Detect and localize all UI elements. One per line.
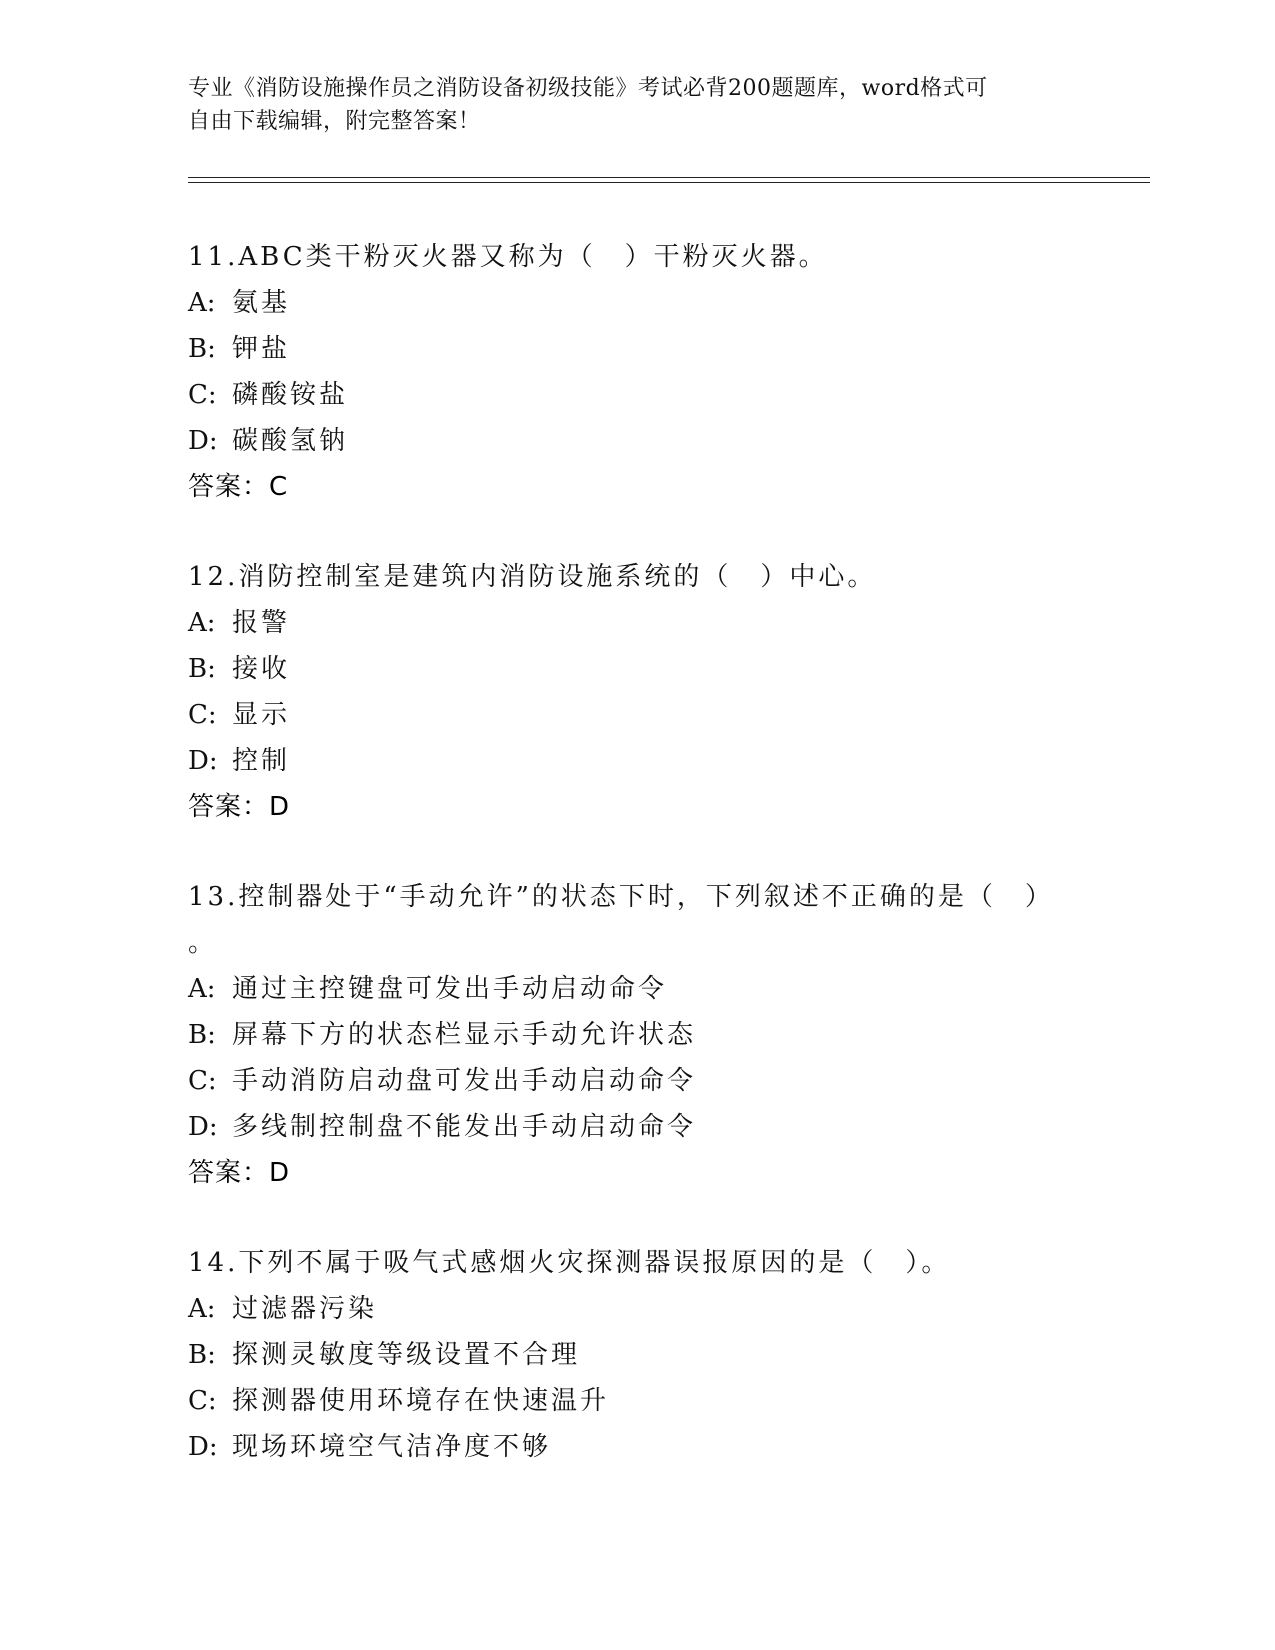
- option-letter: D:: [188, 426, 218, 456]
- option-b: [188, 646, 1088, 692]
- option-letter: A:: [188, 1294, 216, 1324]
- option-text: 氨基: [232, 288, 291, 318]
- option-letter: C:: [188, 1386, 217, 1416]
- header-divider-bottom: [188, 182, 1150, 183]
- question-stem: 14.下列不属于吸气式感烟火灾探测器误报原因的是（ ）。: [188, 1248, 951, 1278]
- option-a: [188, 966, 1088, 1012]
- option-text: 屏幕下方的状态栏显示手动允许状态: [232, 1020, 697, 1050]
- option-text: 接收: [232, 654, 291, 684]
- option-text: 碳酸氢钠: [232, 426, 349, 456]
- option-letter: B:: [188, 334, 216, 364]
- option-letter: A:: [188, 288, 216, 318]
- option-text: 过滤器污染: [232, 1294, 378, 1324]
- option-c: [188, 372, 1088, 418]
- answer-line: 答案：D: [188, 792, 291, 822]
- option-d: [188, 1424, 1088, 1470]
- option-c: [188, 692, 1088, 738]
- option-letter: C:: [188, 700, 217, 730]
- option-b: [188, 1332, 1088, 1378]
- answer-line: 答案：D: [188, 1158, 291, 1188]
- option-text: 显示: [232, 700, 291, 730]
- option-letter: B:: [188, 1020, 216, 1050]
- option-text: 磷酸铵盐: [232, 380, 349, 410]
- option-c: [188, 1058, 1088, 1104]
- header-line-1: 专业《消防设施操作员之消防设备初级技能》考试必背200题题库，word格式可: [188, 76, 988, 101]
- option-text: 多线制控制盘不能发出手动启动命令: [232, 1112, 697, 1142]
- question-11: [188, 234, 1088, 510]
- question-13: [188, 874, 1088, 1196]
- option-b: [188, 1012, 1088, 1058]
- option-text: 报警: [232, 608, 291, 638]
- header-divider-top: [188, 177, 1150, 178]
- option-text: 控制: [232, 746, 291, 776]
- option-letter: C:: [188, 380, 217, 410]
- answer-line: 答案：C: [188, 472, 289, 502]
- option-text: 通过主控键盘可发出手动启动命令: [232, 974, 668, 1004]
- option-letter: D:: [188, 746, 218, 776]
- question-12: [188, 554, 1088, 830]
- option-text: 探测器使用环境存在快速温升: [232, 1386, 610, 1416]
- option-a: [188, 280, 1088, 326]
- question-stem: 13.控制器处于“手动允许”的状态下时，下列叙述不正确的是（ ）: [188, 882, 1054, 912]
- option-letter: D:: [188, 1112, 218, 1142]
- option-a: [188, 600, 1088, 646]
- document-header: [188, 72, 1088, 138]
- option-d: [188, 738, 1088, 784]
- option-letter: D:: [188, 1432, 218, 1462]
- option-letter: A:: [188, 974, 216, 1004]
- option-letter: B:: [188, 654, 216, 684]
- option-d: [188, 418, 1088, 464]
- option-b: [188, 326, 1088, 372]
- question-14: [188, 1240, 1088, 1470]
- option-letter: C:: [188, 1066, 217, 1096]
- header-line-2: 自由下载编辑，附完整答案！: [188, 109, 481, 134]
- option-text: 钾盐: [232, 334, 291, 364]
- question-stem-continuation: 。: [188, 928, 218, 958]
- option-text: 探测灵敏度等级设置不合理: [232, 1340, 581, 1370]
- option-d: [188, 1104, 1088, 1150]
- option-a: [188, 1286, 1088, 1332]
- option-text: 现场环境空气洁净度不够: [232, 1432, 552, 1462]
- option-letter: B:: [188, 1340, 216, 1370]
- option-c: [188, 1378, 1088, 1424]
- question-stem: 12.消防控制室是建筑内消防设施系统的（ ）中心。: [188, 562, 877, 592]
- option-letter: A:: [188, 608, 216, 638]
- question-stem: 11.ABC类干粉灭火器又称为（ ）干粉灭火器。: [188, 242, 828, 272]
- option-text: 手动消防启动盘可发出手动启动命令: [232, 1066, 697, 1096]
